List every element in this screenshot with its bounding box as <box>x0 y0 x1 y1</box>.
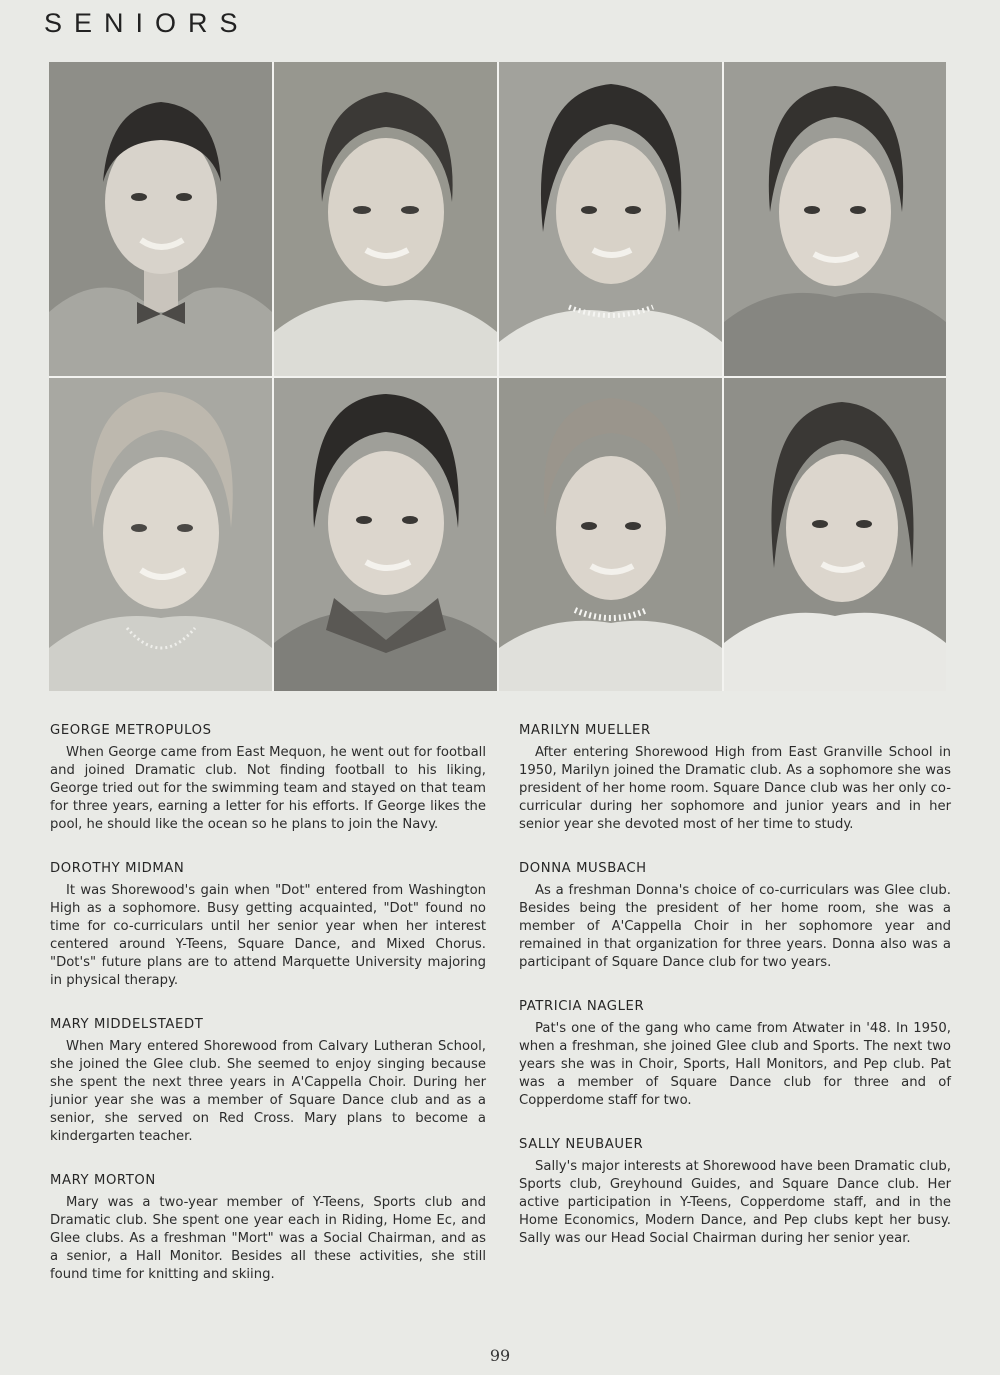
bio-name: GEORGE METROPULOS <box>50 723 212 738</box>
bio-name: SALLY NEUBAUER <box>519 1137 644 1152</box>
bio-entry <box>50 860 486 990</box>
bio-entry <box>50 722 486 834</box>
bio-name: DONNA MUSBACH <box>519 861 647 876</box>
bio-name: MARY MORTON <box>50 1173 156 1188</box>
portrait-grid <box>49 62 946 691</box>
bio-name: PATRICIA NAGLER <box>519 999 645 1014</box>
bio-text: Sally's major interests at Shorewood have been Dramatic club, Sports club, Greyhound Guides, and Square Dance club. Her active participation in Y-Teens, Copperdome staff, and in the Home Economics, Modern Dance, and Pep clubs kept her busy. Sally was our Head Social Chairman during her senior year. <box>519 1159 951 1246</box>
bio-text: When George came from East Mequon, he went out for football and joined Dramatic club. Not finding football to his liking, George tried out for the swimming team and stayed on that team for three years, earning a letter for his efforts. If George likes the pool, he should like the ocean so he plans to join the Navy. <box>50 745 486 832</box>
bio-entry <box>519 860 951 972</box>
bio-entry <box>50 1016 486 1146</box>
bio-name: MARILYN MUELLER <box>519 723 651 738</box>
bio-entry <box>519 1136 951 1248</box>
bio-text: When Mary entered Shorewood from Calvary Lutheran School, she joined the Glee club. She seemed to enjoy singing because she spent the next three years in A'Cappella Choir. During her junior year she was a member of Square Dance club and as a senior, she served on Red Cross. Mary plans to become a kindergarten teacher. <box>50 1039 486 1144</box>
bio-name: MARY MIDDELSTAEDT <box>50 1017 204 1032</box>
bio-column-left <box>50 722 486 1284</box>
bio-entry <box>50 1172 486 1284</box>
bio-text: It was Shorewood's gain when "Dot" entered from Washington High as a sophomore. Busy getting acquainted, "Dot" found no time for co-curriculars until her senior year when her interest centered around Y-Teens, Square Dance, and Mixed Chorus. "Dot's" future plans are to attend Marquette University majoring in physical therapy. <box>50 883 486 988</box>
bio-column-right <box>519 722 951 1248</box>
bio-entry <box>519 998 951 1110</box>
portrait-photo <box>49 378 272 691</box>
bio-text: After entering Shorewood High from East Granville School in 1950, Marilyn joined the Dramatic club. As a sophomore she was president of her home room. Square Dance club was her only co-curricular during her sophomore and junior years and in her senior year she devoted most of her time to study. <box>519 745 951 832</box>
portrait-photo <box>499 62 722 376</box>
page-title: SENIORS <box>44 8 250 38</box>
portrait-photo <box>274 62 497 376</box>
bio-entry <box>519 722 951 834</box>
portrait-photo <box>49 62 272 376</box>
portrait-photo <box>724 378 946 691</box>
portrait-photo <box>499 378 722 691</box>
bio-text: As a freshman Donna's choice of co-curriculars was Glee club. Besides being the president of her home room, she was a member of A'Cappella Choir in her sophomore year and remained in that organization for three years. Donna also was a participant of Square Dance club for two years. <box>519 883 951 970</box>
portrait-photo <box>724 62 946 376</box>
bio-name: DOROTHY MIDMAN <box>50 861 185 876</box>
portrait-photo <box>274 378 497 691</box>
bio-text: Pat's one of the gang who came from Atwater in '48. In 1950, when a freshman, she joined Glee club and Sports. The next two years she was in Choir, Sports, Hall Monitors, and Pep club. Pat was a member of Square Dance club for three and of Copperdome staff for two. <box>519 1021 951 1108</box>
bio-text: Mary was a two-year member of Y-Teens, Sports club and Dramatic club. She spent one year each in Riding, Home Ec, and Glee clubs. As a freshman "Mort" was a Social Chairman, and as a senior, a Hall Monitor. Besides all these activities, she still found time for knitting and skiing. <box>50 1195 486 1282</box>
page-number: 99 <box>489 1346 511 1365</box>
